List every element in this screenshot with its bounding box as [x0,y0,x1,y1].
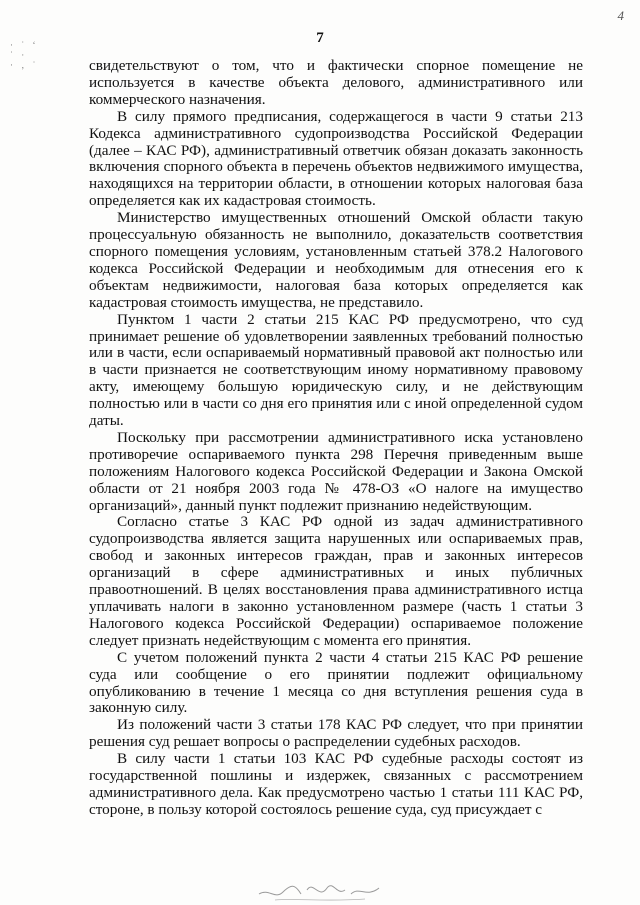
scan-specks: · ˙ ‘ ˙ · · ‚ ˙ [10,40,39,70]
document-body [89,58,583,819]
paragraph: С учетом положений пункта 2 части 4 статьи 215 КАС РФ решение суда или сообщение о его принятии подлежит официальному опубликованию в течение 1 месяца со дня вступления решения суда в законную силу. [89,648,583,717]
paragraph: Поскольку при рассмотрении административного иска установлено противоречие оспариваемого пункта 298 Перечня приведенным выше положениям Налогового кодекса Российской Федерации и Закона Омской области от 21 ноября 2003 года № 478-ОЗ «О налоге на имущество организаций», данный пункт подлежит признанию недействующим. [89,428,583,514]
paragraph: В силу части 1 статьи 103 КАС РФ судебные расходы состоят из государственной пошлины и издержек, связанных с рассмотрением административного дела. Как предусмотрено частью 1 статьи 111 КАС РФ, стороне, в пользу которой состоялось решение суда, суд присуждает с [89,750,583,818]
signature-scribble [255,870,385,904]
page-number: 7 [316,30,324,46]
paragraph: Из положений части 3 статьи 178 КАС РФ следует, что при принятии решения суд решает вопросы о распределении судебных расходов. [89,716,583,751]
page-corner-mark: 4 [617,8,624,23]
paragraph: В силу прямого предписания, содержащегося в части 9 статьи 213 Кодекса административного судопроизводства Российской Федерации (далее – КАС РФ), административный ответчик обязан доказать законность включения спорного объекта в перечень объектов недвижимого имущества, находящихся на территории области, в отношении которых налоговая база определяется как их кадастровая стоимость. [89,107,583,210]
paragraph: Пунктом 1 части 2 статьи 215 КАС РФ предусмотрено, что суд принимает решение об удовлетворении заявленных требований полностью или в части, если оспариваемый нормативный правовой акт полностью или в части признается не соответствующим иному нормативному правовому акту, имеющему большую юридическую силу, и не действующим полностью или в части со дня его принятия или с иной определенной судом даты. [89,310,583,430]
paragraph: Согласно статье 3 КАС РФ одной из задач административного судопроизводства является защита нарушенных или оспариваемых прав, свобод и законных интересов граждан, прав и законных интересов организаций в сфере административных и иных публичных правоотношений. В целях восстановления права административного истца уплачивать налоги в законно установленном размере (часть 1 статьи 3 Налогового кодекса Российской Федерации) оспариваемое положение следует признать недействующим с момента его принятия. [89,513,583,649]
paragraph: свидетельствуют о том, что и фактически спорное помещение не используется в качестве объекта делового, административного или коммерческого назначения. [89,57,583,108]
paragraph: Министерство имущественных отношений Омской области такую процессуальную обязанность не выполнило, доказательств соответствия спорного помещения условиям, установленным статьей 378.2 Налогового кодекса Российской Федерации и необходимым для отнесения его к объектам недвижимости, налоговая база которых определяется как кадастровая стоимость имущества, не представило. [89,209,583,311]
